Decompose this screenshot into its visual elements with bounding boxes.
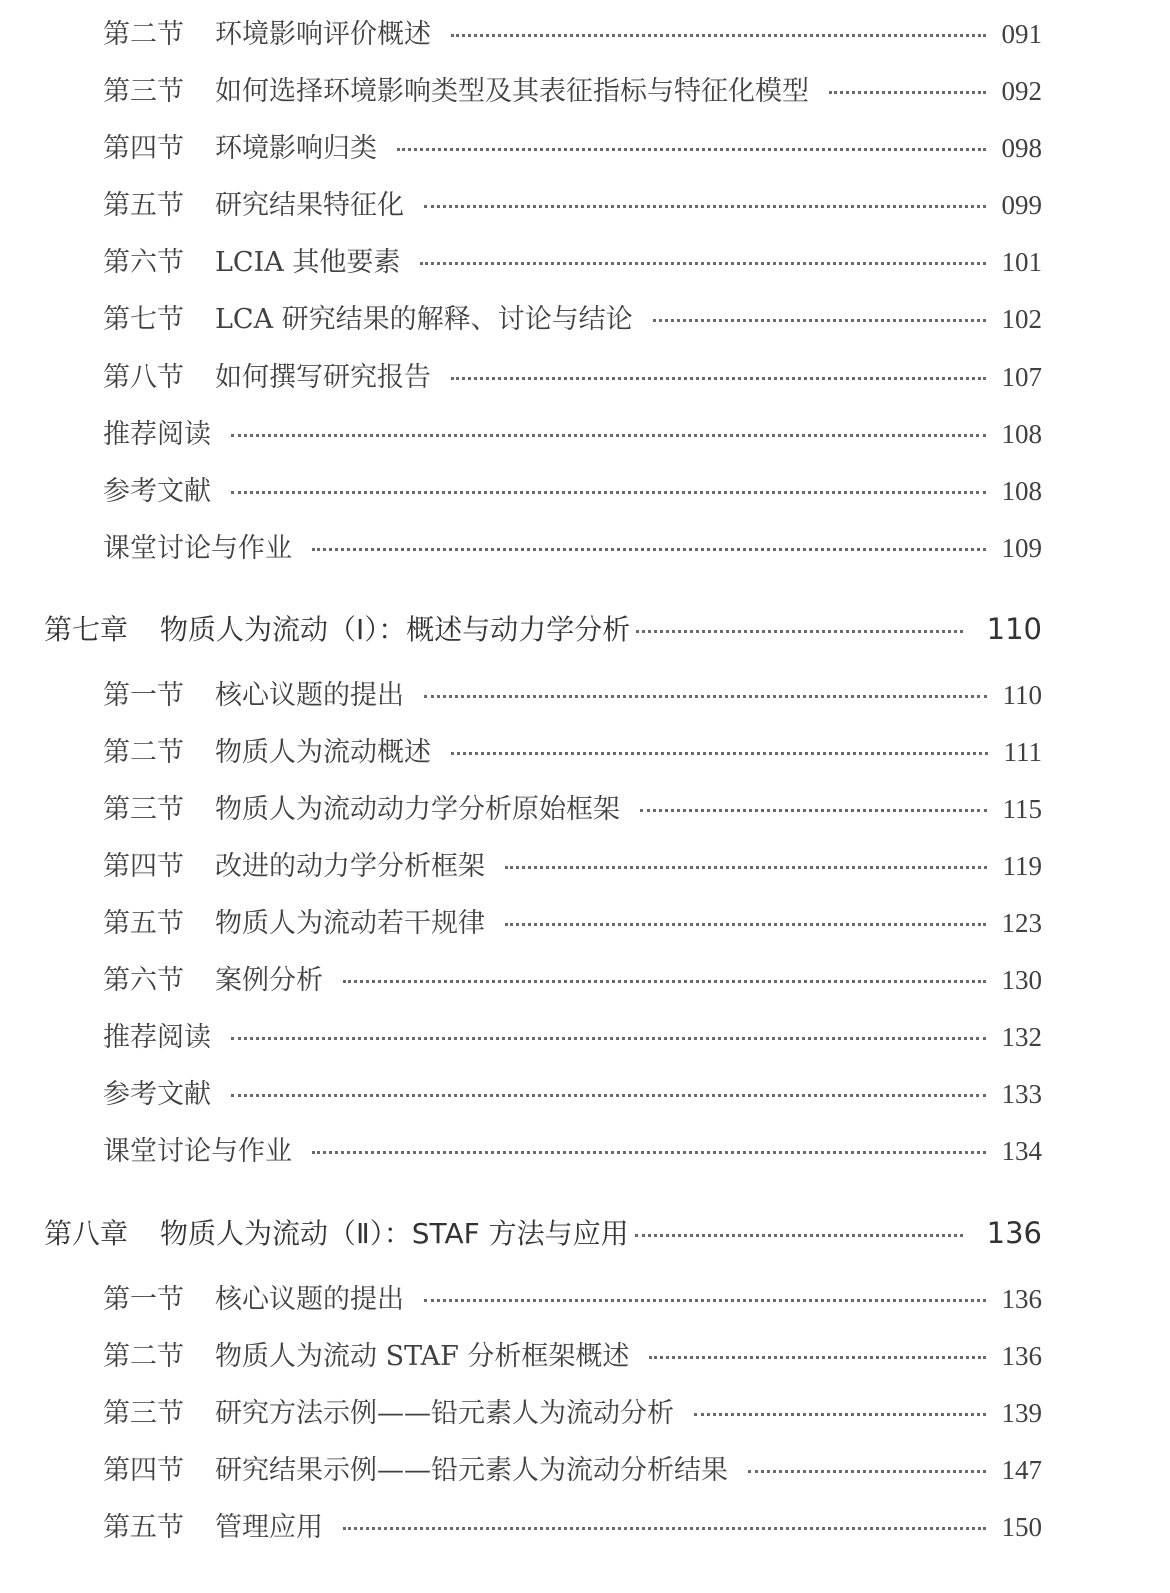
section-title: 推荐阅读 (103, 419, 211, 450)
page-number: 136 (986, 1216, 1042, 1250)
page-number: 115 (1002, 794, 1042, 824)
section-title: 课堂讨论与作业 (103, 533, 292, 564)
section-number: 第七节 (103, 304, 184, 335)
section-number: 第一节 (103, 1284, 184, 1315)
dot-leader (505, 866, 987, 869)
section-number: 第六节 (103, 965, 184, 996)
toc-section-row[interactable] (103, 183, 1042, 222)
dot-leader (451, 377, 986, 380)
page-number: 111 (1003, 737, 1042, 767)
section-title: 如何撰写研究报告 (215, 362, 431, 393)
toc-section-row[interactable] (103, 673, 1042, 712)
section-number: 第五节 (103, 1512, 184, 1543)
toc-section-row[interactable] (103, 901, 1042, 940)
page-number: 139 (1001, 1398, 1042, 1428)
toc-section-row[interactable] (103, 1277, 1042, 1316)
toc-section-row[interactable] (103, 958, 1042, 997)
page-number: 132 (1001, 1022, 1042, 1052)
section-title: 物质人为流动动力学分析原始框架 (215, 794, 620, 825)
section-title: 研究结果特征化 (215, 190, 404, 221)
dot-leader (636, 630, 962, 633)
section-title: 研究结果示例——铅元素人为流动分析结果 (215, 1455, 728, 1486)
dot-leader (420, 262, 985, 265)
dot-leader (231, 1037, 986, 1040)
dot-leader (748, 1470, 986, 1473)
dot-leader (505, 923, 986, 926)
page-number: 150 (1001, 1512, 1042, 1542)
toc-section-row[interactable] (103, 1334, 1042, 1373)
dot-leader (694, 1413, 986, 1416)
section-title: LCIA 其他要素 (215, 247, 401, 278)
dot-leader (451, 752, 988, 755)
section-title: 课堂讨论与作业 (103, 1136, 292, 1167)
section-title: 物质人为流动若干规律 (215, 908, 485, 939)
page-number: 130 (1001, 965, 1042, 995)
dot-leader (231, 491, 986, 494)
toc-section-row[interactable] (103, 412, 1042, 451)
dot-leader (343, 1527, 986, 1530)
dot-leader (640, 809, 987, 812)
section-number: 第四节 (103, 851, 184, 882)
toc-section-row[interactable] (103, 787, 1042, 826)
page-number: 147 (1001, 1455, 1042, 1485)
toc-section-row[interactable] (103, 730, 1042, 769)
toc-chapter-row[interactable] (44, 1212, 1042, 1252)
dot-leader (312, 548, 986, 551)
section-number: 第二节 (103, 1341, 184, 1372)
section-number: 第三节 (103, 1398, 184, 1429)
toc-chapter-row[interactable] (44, 608, 1042, 648)
section-title: 参考文献 (103, 1079, 211, 1110)
section-number: 第八节 (103, 362, 184, 393)
page-number: 119 (1002, 851, 1042, 881)
section-title: 核心议题的提出 (215, 1284, 404, 1315)
section-title: 环境影响归类 (215, 133, 377, 164)
toc-section-row[interactable] (103, 1448, 1042, 1487)
page-number: 134 (1001, 1136, 1042, 1166)
section-title: LCA 研究结果的解释、讨论与结论 (215, 304, 633, 335)
section-number: 第四节 (103, 133, 184, 164)
section-title: 物质人为流动概述 (215, 737, 431, 768)
page-number: 101 (1001, 247, 1042, 277)
section-title: 案例分析 (215, 965, 323, 996)
dot-leader (231, 1094, 986, 1097)
toc-section-row[interactable] (103, 1072, 1042, 1111)
toc-section-row[interactable] (103, 844, 1042, 883)
dot-leader (343, 980, 986, 983)
page-number: 108 (1001, 476, 1042, 506)
section-number: 第二节 (103, 19, 184, 50)
toc-section-row[interactable] (103, 126, 1042, 165)
section-title: 研究方法示例——铅元素人为流动分析 (215, 1398, 674, 1429)
page-number: 109 (1001, 533, 1042, 563)
toc-section-row[interactable] (103, 69, 1042, 108)
toc-section-row[interactable] (103, 1129, 1042, 1168)
section-title: 物质人为流动 STAF 分析框架概述 (215, 1341, 630, 1372)
page-number: 133 (1001, 1079, 1042, 1109)
dot-leader (231, 434, 986, 437)
page-number: 091 (1001, 19, 1042, 49)
dot-leader (424, 695, 987, 698)
section-title: 环境影响评价概述 (215, 19, 431, 50)
section-number: 第三节 (103, 794, 184, 825)
page-number: 110 (986, 612, 1042, 646)
page-number: 107 (1001, 362, 1042, 392)
chapter-number: 第八章 (44, 1217, 129, 1250)
dot-leader (424, 1299, 986, 1302)
toc-section-row[interactable] (103, 240, 1042, 279)
chapter-title: 物质人为流动（Ⅰ）：概述与动力学分析 (160, 613, 631, 646)
toc-section-row[interactable] (103, 355, 1042, 394)
page-number: 136 (1001, 1341, 1042, 1371)
toc-section-row[interactable] (103, 12, 1042, 51)
dot-leader (451, 34, 986, 37)
section-number: 第五节 (103, 190, 184, 221)
page-number: 099 (1001, 190, 1042, 220)
section-title: 改进的动力学分析框架 (215, 851, 485, 882)
toc-section-row[interactable] (103, 1015, 1042, 1054)
dot-leader (829, 91, 986, 94)
page-number: 108 (1001, 419, 1042, 449)
toc-section-row[interactable] (103, 1505, 1042, 1544)
page-number: 092 (1001, 76, 1042, 106)
page-number: 123 (1001, 908, 1042, 938)
dot-leader (397, 148, 986, 151)
page-number: 136 (1001, 1284, 1042, 1314)
toc-section-row[interactable] (103, 297, 1042, 336)
section-number: 第六节 (103, 247, 184, 278)
section-title: 推荐阅读 (103, 1022, 211, 1053)
toc-section-row[interactable] (103, 469, 1042, 508)
toc-section-row[interactable] (103, 1391, 1042, 1430)
section-title: 管理应用 (215, 1512, 323, 1543)
page-number: 098 (1001, 133, 1042, 163)
section-number: 第四节 (103, 1455, 184, 1486)
dot-leader (635, 1234, 963, 1237)
page-number: 110 (1002, 680, 1042, 710)
dot-leader (312, 1151, 986, 1154)
chapter-title: 物质人为流动（Ⅱ）：STAF 方法与应用 (160, 1217, 629, 1250)
chapter-number: 第七章 (44, 613, 129, 646)
dot-leader (649, 1356, 985, 1359)
dot-leader (653, 319, 986, 322)
section-number: 第三节 (103, 76, 184, 107)
section-title: 如何选择环境影响类型及其表征指标与特征化模型 (215, 76, 809, 107)
toc-section-row[interactable] (103, 526, 1042, 565)
section-title: 核心议题的提出 (215, 680, 404, 711)
section-number: 第五节 (103, 908, 184, 939)
page-number: 102 (1001, 304, 1042, 334)
section-number: 第一节 (103, 680, 184, 711)
section-title: 参考文献 (103, 476, 211, 507)
section-number: 第二节 (103, 737, 184, 768)
dot-leader (424, 205, 986, 208)
